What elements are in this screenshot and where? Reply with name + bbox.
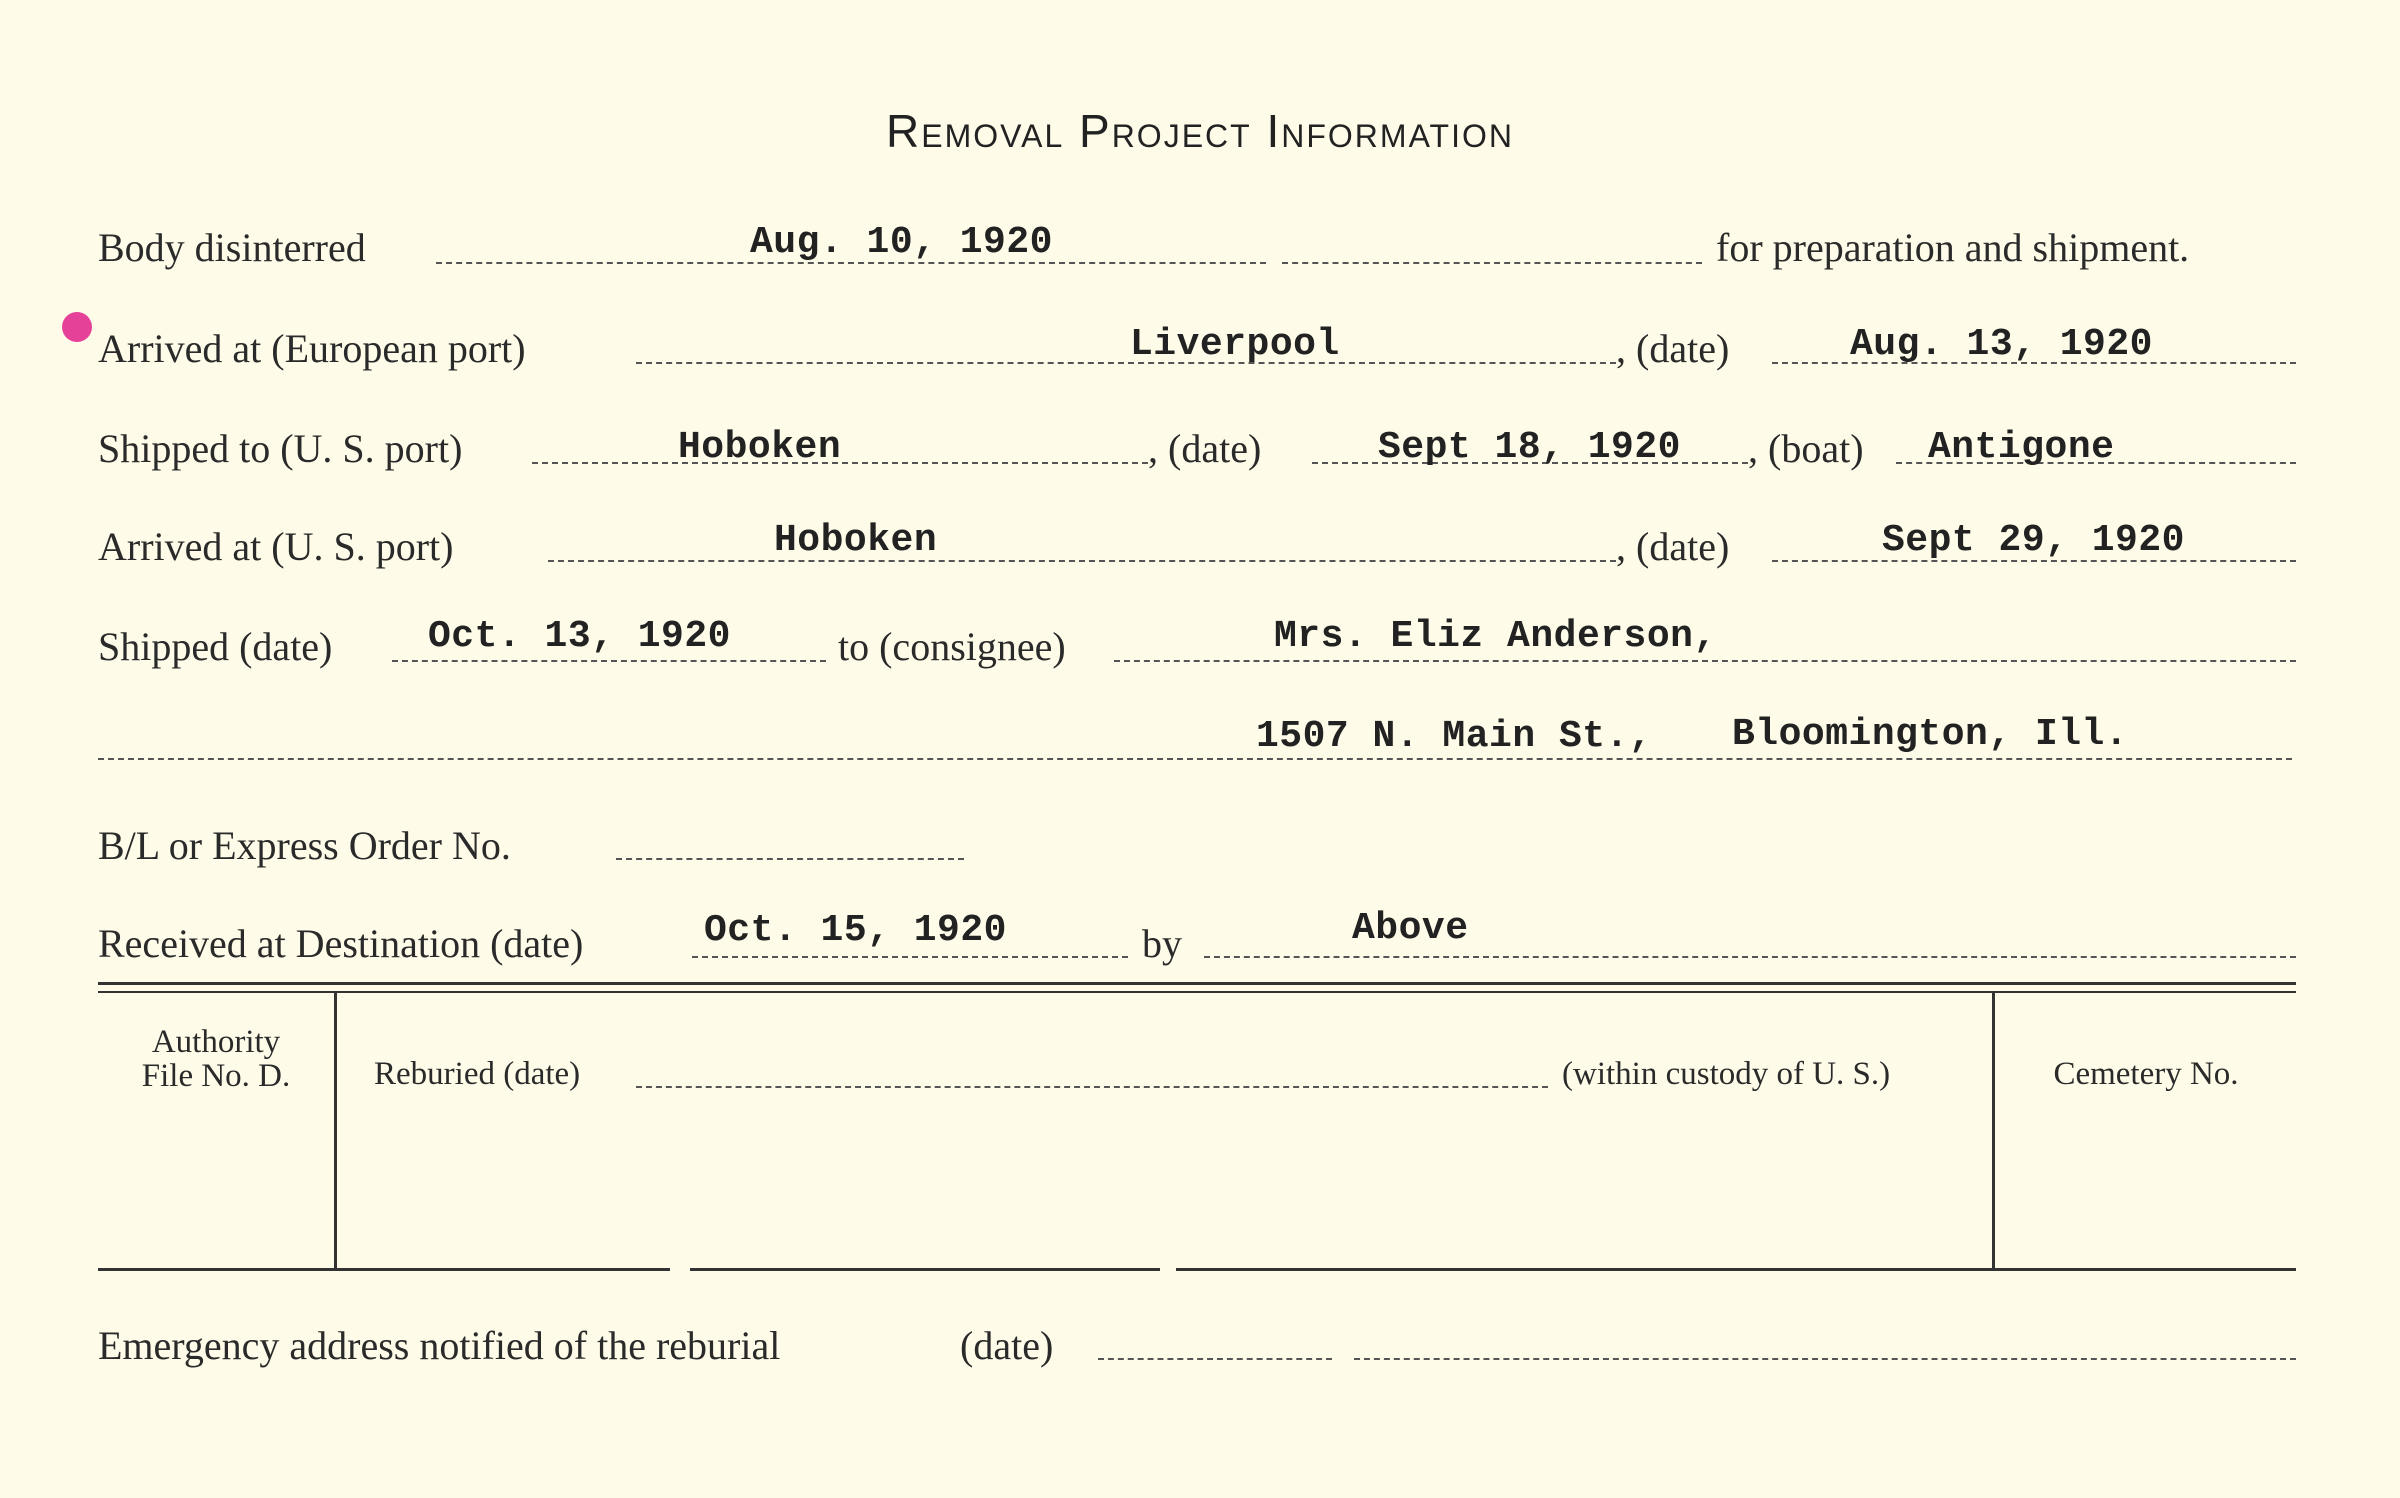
bl-label: B/L or Express Order No. — [98, 823, 511, 868]
disinterred-suffix: for preparation and shipment. — [1716, 225, 2190, 270]
arrived-eu-port-line — [636, 362, 1616, 364]
box-divider-right — [1992, 993, 1995, 1269]
shipped-us-label: Shipped to (U. S. port) — [98, 426, 463, 471]
reburied-line — [636, 1086, 1548, 1088]
received-label: Received at Destination (date) — [98, 921, 584, 966]
shipped-date: Oct. 13, 1920 — [428, 615, 731, 658]
reburied-label: Reburied (date) — [374, 1056, 581, 1092]
address-line — [98, 758, 2292, 760]
shipped-date-label: Shipped (date) — [98, 624, 333, 669]
arrived-us-date-label: , (date) — [1616, 524, 1730, 569]
box-top-rule — [98, 982, 2296, 985]
received-date-line — [692, 956, 1128, 958]
disinterred-date: Aug. 10, 1920 — [750, 221, 1053, 264]
authority-label-line1: Authority — [151, 1024, 281, 1060]
ink-stamp-mark — [62, 312, 92, 342]
box-bottom-rule-2 — [690, 1268, 1160, 1271]
consignee-line — [1114, 660, 2296, 662]
received-by-line — [1204, 956, 2296, 958]
box-bottom-rule-1 — [98, 1268, 670, 1271]
arrived-eu-date-label: , (date) — [1616, 326, 1730, 371]
custody-label: (within custody of U. S.) — [1562, 1056, 1891, 1092]
shipped-us-boat-label: , (boat) — [1748, 426, 1864, 471]
authority-label-line2: File No. D. — [141, 1058, 291, 1094]
emergency-date-line — [1098, 1358, 1332, 1360]
arrived-us-label: Arrived at (U. S. port) — [98, 524, 454, 569]
arrived-eu-date: Aug. 13, 1920 — [1850, 323, 2153, 366]
box-top-rule-2 — [98, 991, 2296, 993]
form-title: Removal Project Information — [886, 105, 1514, 157]
arrived-us-port: Hoboken — [774, 519, 938, 562]
shipped-us-date: Sept 18, 1920 — [1378, 426, 1681, 469]
shipped-us-date-label: , (date) — [1148, 426, 1262, 471]
shipped-date-line — [392, 660, 826, 662]
received-by-label: by — [1142, 921, 1182, 966]
consignee-address: 1507 N. Main St., — [1256, 715, 1653, 758]
box-bottom-rule-3 — [1176, 1268, 2296, 1271]
box-divider-left — [334, 993, 337, 1269]
emergency-date-line-2 — [1354, 1358, 2296, 1360]
cemetery-label: Cemetery No. — [2053, 1056, 2239, 1092]
consignee-city: Bloomington, Ill. — [1732, 713, 2129, 756]
arrived-us-port-line — [548, 560, 1616, 562]
bl-line — [616, 858, 964, 860]
emergency-date-label: (date) — [960, 1323, 1054, 1368]
arrived-us-date: Sept 29, 1920 — [1882, 519, 2185, 562]
arrived-eu-label: Arrived at (European port) — [98, 326, 526, 371]
shipped-us-port: Hoboken — [678, 426, 842, 469]
consignee-name: Mrs. Eliz Anderson, — [1274, 615, 1717, 658]
consignee-label: to (consignee) — [838, 624, 1066, 669]
disinterred-label: Body disinterred — [98, 225, 366, 270]
shipped-us-boat: Antigone — [1928, 426, 2115, 469]
arrived-eu-port: Liverpool — [1130, 323, 1340, 366]
received-date: Oct. 15, 1920 — [704, 909, 1007, 952]
received-by: Above — [1352, 907, 1469, 950]
disinterred-line-2 — [1282, 262, 1702, 264]
emergency-label: Emergency address notified of the reburial — [98, 1323, 781, 1368]
